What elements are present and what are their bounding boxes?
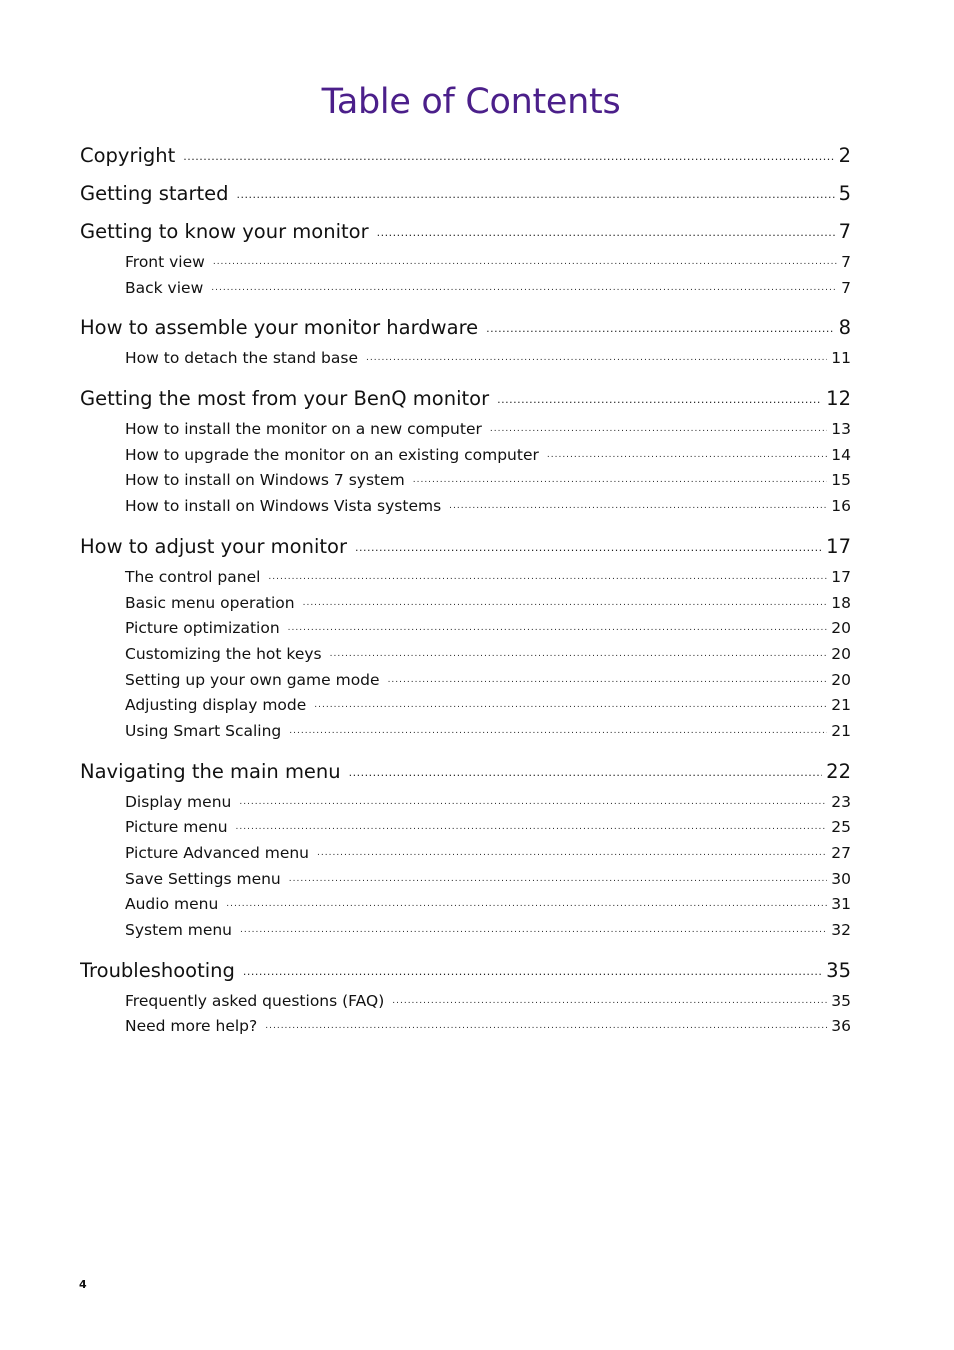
dot-leader (330, 643, 828, 659)
toc-entry-page: 8 (838, 316, 851, 340)
toc-subentry[interactable] (80, 276, 851, 302)
toc-subentry-page: 18 (831, 593, 851, 612)
toc-subentry[interactable] (80, 693, 851, 719)
toc-subentry-page: 13 (831, 420, 851, 439)
toc-subentry[interactable] (80, 443, 851, 469)
toc-entry-page: 22 (826, 759, 851, 783)
toc-subentry-title: The control panel (125, 567, 261, 586)
toc-subentry-page: 20 (831, 644, 851, 663)
toc-subentry-page: 11 (831, 349, 851, 368)
toc-subentry[interactable] (80, 719, 851, 745)
toc-subentry[interactable] (80, 790, 851, 816)
dot-leader (243, 957, 822, 977)
toc-subentry-title: Need more help? (125, 1017, 258, 1036)
toc-subentry-page: 25 (831, 818, 851, 837)
dot-leader (268, 566, 827, 582)
toc-entry[interactable] (80, 528, 851, 565)
dot-leader (547, 444, 827, 460)
toc-subentry-title: Front view (125, 253, 205, 271)
toc-subentry[interactable] (80, 250, 851, 276)
toc-subentry-page: 27 (831, 844, 851, 862)
toc-subentry-title: Audio menu (125, 895, 219, 914)
page-title: Table of Contents (321, 82, 621, 122)
toc-subentry-title: How to install on Windows Vista systems (125, 497, 442, 516)
toc-subentry-page: 21 (831, 721, 851, 740)
toc-subentry[interactable] (80, 642, 851, 668)
dot-leader (240, 920, 827, 936)
toc-subentry-page: 16 (831, 497, 851, 516)
toc-subentry[interactable] (80, 591, 851, 617)
toc-subentry-page: 17 (831, 567, 851, 586)
toc-subentry-title: Frequently asked questions (FAQ) (125, 991, 385, 1010)
dot-leader (392, 990, 827, 1006)
toc-subentry[interactable] (80, 565, 851, 591)
toc-subentry[interactable] (80, 1014, 851, 1040)
dot-leader (183, 143, 834, 163)
dot-leader (366, 348, 827, 364)
dot-leader (377, 219, 835, 239)
toc-subentry-page: 23 (831, 792, 851, 811)
toc-subentry-page: 7 (841, 253, 851, 271)
dot-leader (349, 758, 823, 778)
toc-subentry-title: Display menu (125, 792, 232, 811)
toc-entry-title: Copyright (80, 144, 176, 167)
dot-leader (236, 817, 828, 833)
toc-entry-page: 7 (838, 220, 851, 243)
toc-subentry[interactable] (80, 616, 851, 642)
toc-subentry-title: Setting up your own game mode (125, 670, 380, 689)
toc-entry[interactable] (80, 753, 851, 790)
toc-subentry-title: How to install on Windows 7 system (125, 471, 405, 490)
toc-entry-page: 35 (826, 958, 851, 982)
dot-leader (490, 419, 827, 435)
toc-subentry[interactable] (80, 417, 851, 443)
dot-leader (303, 592, 828, 608)
toc-subentry[interactable] (80, 815, 851, 841)
toc-subentry-title: Basic menu operation (125, 593, 295, 612)
toc-entry[interactable] (80, 952, 851, 989)
toc-entry-title: Getting to know your monitor (80, 220, 369, 243)
dot-leader (449, 496, 827, 512)
toc-subentry-page: 31 (831, 895, 851, 914)
toc-subentry-page: 15 (831, 471, 851, 490)
dot-leader (314, 695, 827, 711)
toc-subentry-page: 7 (841, 278, 851, 297)
dot-leader (226, 894, 827, 910)
dot-leader (388, 669, 828, 685)
toc-entry[interactable] (80, 213, 851, 250)
toc-entry[interactable] (80, 309, 851, 346)
dot-leader (213, 252, 837, 268)
toc-subentry-page: 30 (831, 869, 851, 888)
dot-leader (237, 181, 835, 201)
toc-entry-title: Troubleshooting (80, 958, 235, 982)
toc-entry[interactable] (80, 380, 851, 417)
toc-subentry[interactable] (80, 494, 851, 520)
toc-entry[interactable] (80, 137, 851, 175)
toc-entry-title: Navigating the main menu (80, 759, 341, 783)
toc-entry-title: Getting the most from your BenQ monitor (80, 387, 490, 411)
toc-entry-page: 5 (838, 182, 851, 205)
dot-leader (497, 386, 822, 406)
dot-leader (355, 533, 822, 553)
toc-subentry-title: How to upgrade the monitor on an existing computer (125, 445, 539, 464)
toc-entry-page: 12 (826, 387, 851, 411)
dot-leader (211, 277, 837, 293)
toc-subentry-page: 36 (831, 1017, 851, 1036)
page-number: 4 (79, 1278, 87, 1291)
dot-leader (288, 618, 828, 634)
toc-subentry-page: 21 (831, 696, 851, 715)
dot-leader (289, 720, 827, 736)
toc-subentry[interactable] (80, 668, 851, 694)
toc-subentry[interactable] (80, 892, 851, 918)
toc-subentry[interactable] (80, 989, 851, 1015)
toc-entry-title: Getting started (80, 182, 229, 205)
toc-entry-title: How to assemble your monitor hardware (80, 316, 479, 340)
toc-subentry[interactable] (80, 468, 851, 494)
toc-subentry-title: Back view (125, 278, 204, 297)
toc-entry-page: 17 (826, 534, 851, 558)
toc-subentry-title: Using Smart Scaling (125, 721, 282, 740)
toc-subentry[interactable] (80, 841, 851, 867)
toc-subentry-page: 20 (831, 619, 851, 638)
toc-entry-title: How to adjust your monitor (80, 534, 347, 558)
toc-subentry-page: 20 (831, 670, 851, 689)
dot-leader (317, 843, 827, 859)
table-of-contents (80, 137, 851, 1048)
dot-leader (486, 315, 834, 335)
toc-subentry-title: How to install the monitor on a new computer (125, 420, 482, 439)
toc-subentry[interactable] (80, 867, 851, 893)
toc-subentry-title: Save Settings menu (125, 869, 281, 888)
toc-subentry-title: Picture menu (125, 818, 228, 837)
toc-entry[interactable] (80, 175, 851, 213)
toc-entry-page: 2 (838, 144, 851, 167)
dot-leader (413, 470, 828, 486)
dot-leader (289, 868, 828, 884)
toc-subentry-title: Picture Advanced menu (125, 844, 310, 862)
toc-subentry[interactable] (80, 346, 851, 372)
toc-subentry-title: Customizing the hot keys (125, 644, 322, 663)
dot-leader (239, 791, 827, 807)
toc-subentry-page: 14 (831, 445, 851, 464)
toc-subentry-title: Adjusting display mode (125, 696, 307, 715)
toc-subentry-title: Picture optimization (125, 619, 280, 638)
toc-subentry-page: 35 (831, 991, 851, 1010)
toc-subentry-page: 32 (831, 921, 851, 940)
toc-subentry-title: System menu (125, 921, 233, 940)
toc-subentry[interactable] (80, 918, 851, 944)
dot-leader (265, 1016, 827, 1032)
toc-subentry-title: How to detach the stand base (125, 349, 359, 368)
